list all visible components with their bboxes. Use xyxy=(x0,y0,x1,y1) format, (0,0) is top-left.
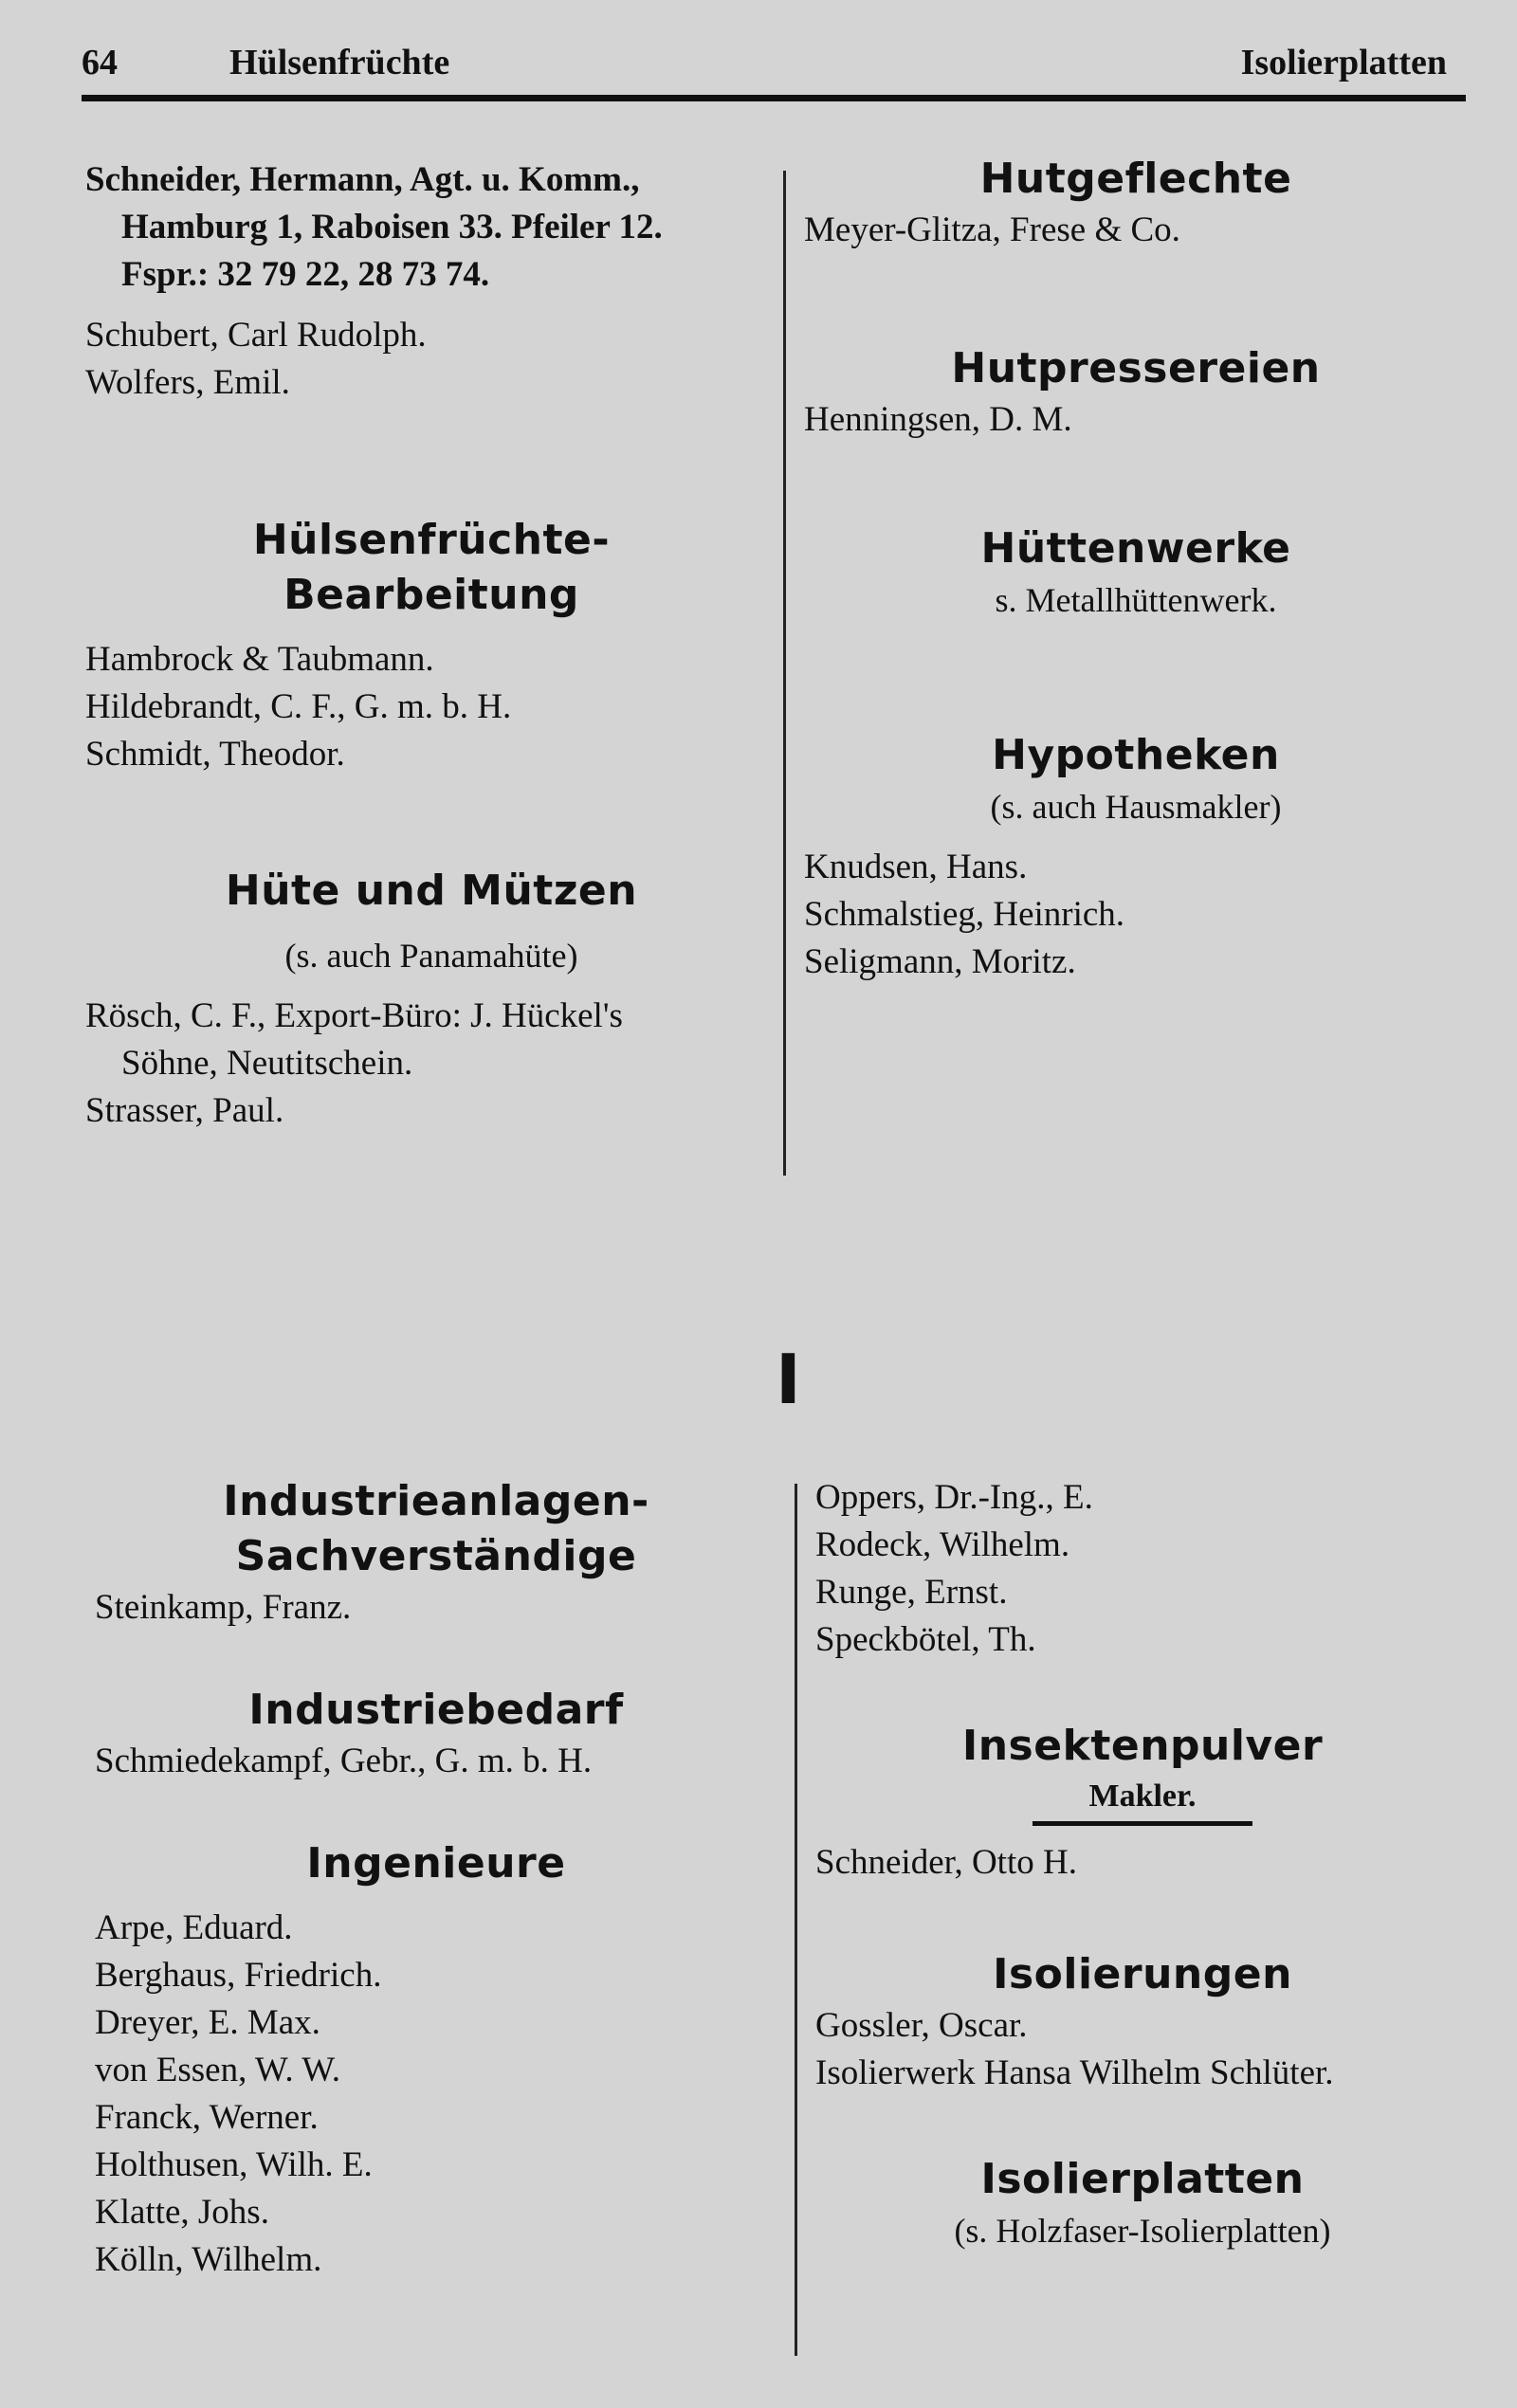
entry: Schneider, Hermann, Agt. u. Komm., xyxy=(85,160,640,199)
entry: Schmiedekampf, Gebr., G. m. b. H. xyxy=(95,1742,593,1780)
entry: Wolfers, Emil. xyxy=(85,363,290,402)
running-head xyxy=(82,42,1466,89)
entry: Schmalstieg, Heinrich. xyxy=(804,895,1125,934)
section-heading: Industrieanlagen- xyxy=(223,1477,649,1525)
entry: Seligmann, Moritz. xyxy=(804,942,1076,981)
entry: Hambrock & Taubmann. xyxy=(85,640,434,679)
section-heading: Bearbeitung xyxy=(283,571,579,619)
column-top-right xyxy=(804,152,1468,986)
entry: Hamburg 1, Raboisen 33. Pfeiler 12. xyxy=(121,208,663,246)
entry: Hildebrandt, C. F., G. m. b. H. xyxy=(85,687,512,726)
entry: Rodeck, Wilhelm. xyxy=(815,1525,1070,1564)
section-heading: Hülsenfrüchte- xyxy=(252,516,611,564)
cross-reference-note: s. Metallhüttenwerk. xyxy=(995,581,1277,619)
entry: Oppers, Dr.-Ing., E. xyxy=(815,1478,1093,1517)
entry: Schmidt, Theodor. xyxy=(85,735,345,774)
entry: Söhne, Neutitschein. xyxy=(121,1044,413,1083)
section-heading: Isolierplatten xyxy=(980,2155,1305,2203)
entry: Schneider, Otto H. xyxy=(815,1843,1077,1882)
section-heading: Hutpressereien xyxy=(951,344,1321,392)
section-heading: Industriebedarf xyxy=(248,1686,624,1734)
entry: Speckbötel, Th. xyxy=(815,1620,1036,1659)
entry: Runge, Ernst. xyxy=(815,1573,1008,1612)
entry: Berghaus, Friedrich. xyxy=(95,1956,382,1995)
entry: von Essen, W. W. xyxy=(95,2051,341,2089)
entry: Strasser, Paul. xyxy=(85,1091,284,1130)
entry: Franck, Werner. xyxy=(95,2098,319,2137)
entry: Steinkamp, Franz. xyxy=(95,1588,352,1627)
entry: Isolierwerk Hansa Wilhelm Schlüter. xyxy=(815,2053,1334,2092)
section-heading: Ingenieure xyxy=(306,1839,566,1888)
cross-reference-note: (s. Holzfaser-Isolierplatten) xyxy=(954,2212,1331,2250)
entry: Klatte, Johs. xyxy=(95,2193,269,2232)
entry: Schubert, Carl Rudolph. xyxy=(85,316,427,355)
entry: Gossler, Oscar. xyxy=(815,2006,1028,2045)
subheading: Makler. xyxy=(1088,1779,1197,1814)
section-heading: Hypotheken xyxy=(992,731,1280,779)
cross-reference-note: (s. auch Panamahüte) xyxy=(284,937,578,975)
column-bottom-left xyxy=(95,1474,777,2284)
section-heading: Hüte und Mützen xyxy=(225,867,638,915)
header-rule xyxy=(82,95,1466,101)
section-heading: Insektenpulver xyxy=(961,1722,1324,1770)
entry: Dreyer, E. Max. xyxy=(95,2003,320,2042)
column-top-left xyxy=(85,156,777,1135)
entry: Rösch, C. F., Export-Büro: J. Hückel's xyxy=(85,996,623,1035)
section-heading: Isolierungen xyxy=(993,1950,1292,1998)
entry: Holthusen, Wilh. E. xyxy=(95,2145,373,2184)
running-head-left: Hülsenfrüchte xyxy=(229,43,450,82)
cross-reference-note: (s. auch Hausmakler) xyxy=(990,788,1282,826)
entry: Knudsen, Hans. xyxy=(804,848,1028,886)
running-head-right: Isolierplatten xyxy=(1240,43,1447,82)
column-divider xyxy=(783,171,786,1176)
column-bottom-right xyxy=(815,1474,1470,2254)
entry: Meyer-Glitza, Frese & Co. xyxy=(804,210,1180,249)
section-heading: Sachverständige xyxy=(235,1532,637,1580)
column-divider xyxy=(795,1484,797,2356)
entry: Kölln, Wilhelm. xyxy=(95,2240,322,2279)
section-heading: Hutgeflechte xyxy=(979,155,1292,203)
page-number: 64 xyxy=(82,43,118,82)
entry: Arpe, Eduard. xyxy=(95,1908,293,1947)
section-heading: Hüttenwerke xyxy=(980,524,1291,573)
entry: Henningsen, D. M. xyxy=(804,400,1072,439)
entry: Fspr.: 32 79 22, 28 73 74. xyxy=(121,255,490,294)
section-letter: I xyxy=(776,1340,801,1419)
